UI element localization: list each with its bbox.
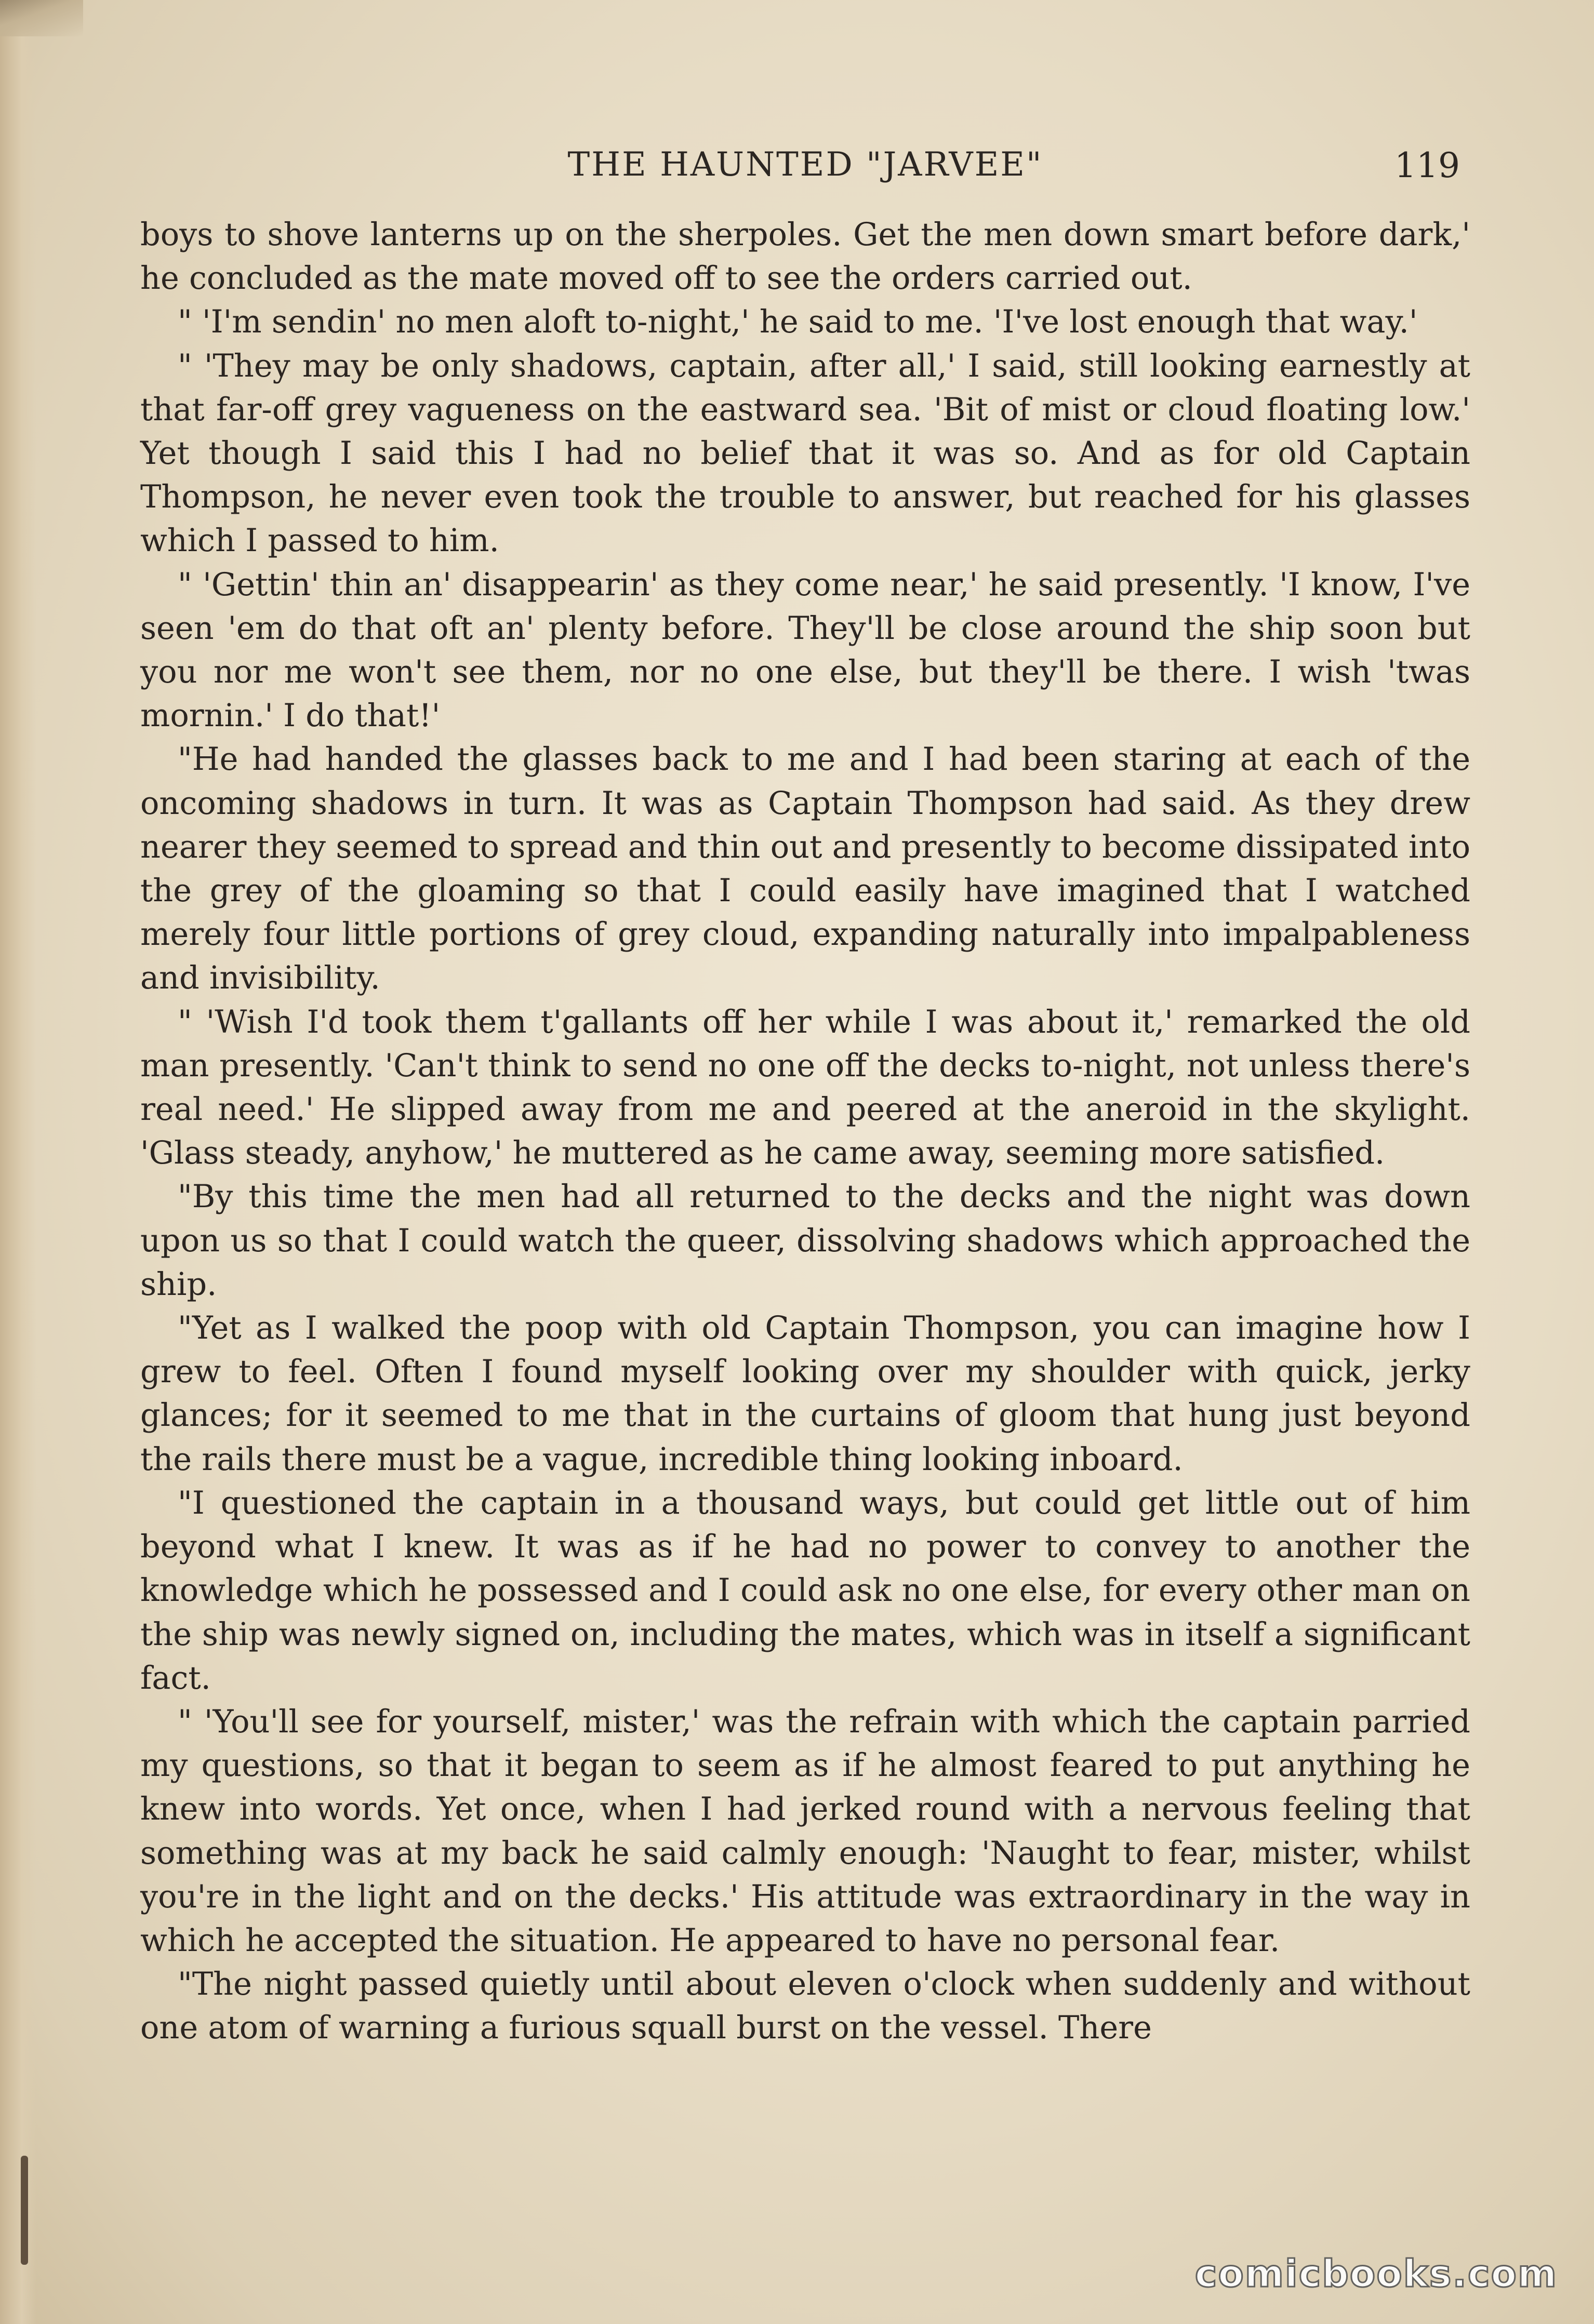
page-number: 119 <box>1394 145 1460 185</box>
paragraph: "By this time the men had all returned to the decks and the night was down upon us so that I could watch the queer, dissolving shadows which approached the ship. <box>140 1179 1470 1303</box>
paragraph: " 'They may be only shadows, captain, after all,' I said, still looking earnestly at that far-off grey vagueness on the eastward sea. 'Bit of mist or cloud floating low.' Yet though I said this I had no belief that it was so. And as for old Captain Thompson, he never even took the trouble to answer, but reached for his glasses which I passed to him. <box>140 348 1470 559</box>
watermark: comicbooks.com <box>1194 2252 1558 2295</box>
paragraph: "The night passed quietly until about eleven o'clock when suddenly and without one atom of warning a furious squall burst on the vessel. There <box>140 1966 1470 2047</box>
paragraph: " 'Gettin' thin an' disappearin' as they come near,' he said presently. 'I know, I've seen 'em do that oft an' plenty before. They'll be close around the ship soon but you nor me won't see them, nor no one else, but they'll be there. I wish 'twas mornin.' I do that!' <box>140 566 1470 734</box>
binding-mark <box>21 2156 28 2265</box>
paragraph: " 'You'll see for yourself, mister,' was the refrain with which the captain parried my questions, so that it began to seem as if he almost feared to put anything he knew into words. Yet once, when I had jerked round with a nervous feeling that something was at my back he said calmly enough: 'Naught to fear, mister, whilst you're in the light and on the decks.' His attitude was extraordinary in the way in which he accepted the situation. He appeared to have no personal fear. <box>140 1703 1470 1959</box>
body-text <box>140 213 1470 2050</box>
paragraph: boys to shove lanterns up on the sherpoles. Get the men down smart before dark,' he concluded as the mate moved off to see the orders carried out. <box>140 217 1470 297</box>
paragraph: "He had handed the glasses back to me and I had been staring at each of the oncoming shadows in turn. It was as Captain Thompson had said. As they drew nearer they seemed to spread and thin out and presently to become dissipated into the grey of the gloaming so that I could easily have imagined that I watched merely four little portions of grey cloud, expanding naturally into impalpableness and invisibility. <box>140 741 1470 997</box>
corner-tear <box>0 0 83 36</box>
running-title: THE HAUNTED "JARVEE" <box>567 145 1043 184</box>
paragraph: "I questioned the captain in a thousand ways, but could get little out of him beyond what I knew. It was as if he had no power to convey to another the knowledge which he possessed and I could ask no one else, for every other man on the ship was newly signed on, including the mates, which was in itself a significant fact. <box>140 1485 1470 1697</box>
paragraph: " 'I'm sendin' no men aloft to-night,' he said to me. 'I've lost enough that way.' <box>178 304 1418 341</box>
paragraph: "Yet as I walked the poop with old Captain Thompson, you can imagine how I grew to feel. Often I found myself looking over my shoulder with quick, jerky glances; for it seemed to me that in the curtains of gloom that hung just beyond the rails there must be a vague, incredible thing looking inboard. <box>140 1310 1470 1478</box>
page-edge-shadow <box>0 0 36 2324</box>
page-header <box>140 139 1470 196</box>
paragraph: " 'Wish I'd took them t'gallants off her while I was about it,' remarked the old man presently. 'Can't think to send no one off the decks to-night, not unless there's real need.' He slipped away from me and peered at the aneroid in the skylight. 'Glass steady, anyhow,' he muttered as he came away, seeming more satisfied. <box>140 1004 1470 1172</box>
